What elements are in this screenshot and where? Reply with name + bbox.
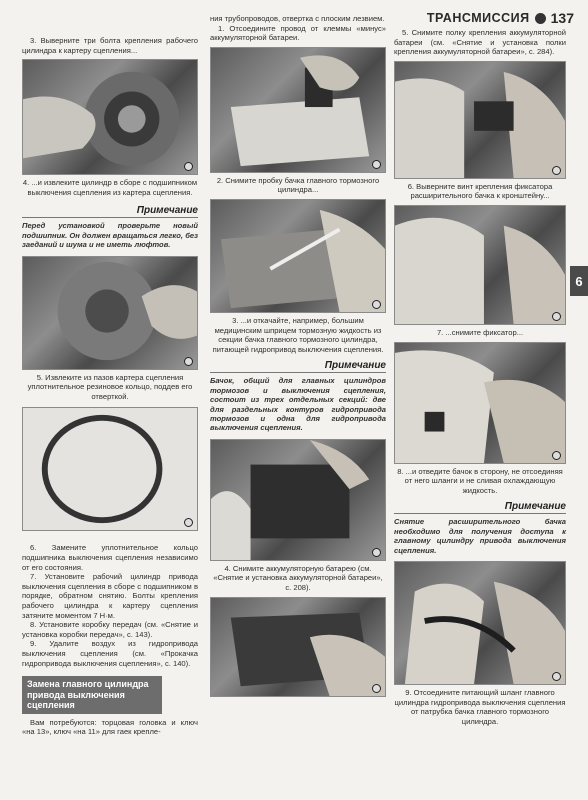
- photo-mark-icon: [552, 672, 561, 681]
- photo-mark-icon: [372, 548, 381, 557]
- note-text: Снятие расширительного бачка необходимо для получения доступа к главному цилиндру привода выключения сцепления.: [394, 517, 566, 555]
- note-block: [22, 205, 198, 249]
- step-text: 8. Установите коробку передач (см. «Снятие и установка коробки передач», с. 143).: [22, 620, 198, 639]
- section-heading: Замена главного цилиндра привода выключения сцепления: [22, 676, 162, 714]
- photo-caption: 6. Выверните винт крепления фиксатора расширительного бачка к кронштейну...: [407, 181, 553, 201]
- section-title: ТРАНСМИССИЯ: [426, 11, 530, 25]
- column-3: [394, 14, 566, 726]
- photo-caption: 5. Извлеките из пазов картера сцепления уплотнительное резиновое кольцо, поддев его отверткой.: [27, 372, 193, 401]
- photo-caption: 7. ...снимите фиксатор...: [436, 327, 524, 337]
- photo-shelf-bolt: [394, 61, 566, 179]
- note-heading: Примечание: [394, 501, 566, 514]
- photo-caption: 3. ...и откачайте, например, большим медицинским шприцем тормозную жидкость из секции бачка главного тормозного цилиндра, питающей гидропривод выключения сцепления.: [212, 315, 384, 354]
- column-2: [210, 14, 386, 697]
- note-text: Бачок, общий для главных цилиндров тормозов и выключения сцепления, состоит из трех отдельных секций: две для раздельных контуров гидропривода тормозов и одна для гидропривода выключения сцепления.: [210, 376, 386, 433]
- step-text: 1. Отсоедините провод от клеммы «минус» аккумуляторной батареи.: [210, 23, 386, 43]
- column-1: [22, 14, 198, 737]
- photo-battery: [210, 439, 386, 561]
- step-text: 5. Снимите полку крепления аккумуляторной батареи (см. «Снятие и установка полки крепления аккумуляторной батареи», с. 284).: [394, 28, 566, 57]
- photo-mark-icon: [552, 451, 561, 460]
- note-heading: Примечание: [22, 205, 198, 218]
- photo-clutch-housing: [22, 256, 198, 370]
- step-text: ния трубопроводов, отвертка с плоским лезвием.: [210, 14, 385, 23]
- note-block: [394, 501, 566, 555]
- photo-mark-icon: [372, 300, 381, 309]
- photo-caption: 4. Снимите аккумуляторную батарею (см. «Снятие и установка аккумуляторной батареи», с. 208).: [213, 563, 383, 592]
- step-text: 9. Удалите воздух из гидропривода выключения сцепления (см. «Прокачка гидропривода выключения сцепления», с. 140).: [22, 639, 198, 668]
- photo-mark-icon: [552, 312, 561, 321]
- step-text: Вам потребуются: торцовая головка и ключ «на 13», ключ «на 11» для гаек крепле-: [22, 717, 198, 737]
- chapter-tab: 6: [570, 266, 588, 296]
- page-number: 137: [550, 10, 574, 26]
- photo-seal-ring: [22, 407, 198, 531]
- note-heading: Примечание: [210, 360, 386, 373]
- photo-mark-icon: [372, 160, 381, 169]
- note-text: Перед установкой проверьте новый подшипник. Он должен вращаться легко, без заеданий и шума и не иметь люфтов.: [22, 221, 198, 250]
- step-text: 3. Выверните три болта крепления рабочего цилиндра к картеру сцепления...: [22, 36, 198, 55]
- photo-caption: 8. ...и отведите бачок в сторону, не отсоединяя от него шланги и не сливая охлаждающую жидкость.: [397, 466, 563, 495]
- photo-syringe: [210, 199, 386, 313]
- photo-coolant-tank: [394, 342, 566, 464]
- photo-battery-shelf: [210, 597, 386, 697]
- step-text: 6. Замените уплотнительное кольцо подшипника выключения сцепления независимо от его состояния.: [22, 543, 198, 572]
- photo-caption: 9. Отсоедините питающий шланг главного цилиндра гидропривода выключения сцепления от патрубка бачка главного тормозного цилиндра.: [394, 687, 566, 726]
- photo-feed-hose: [394, 561, 566, 685]
- step-text: 7. Установите рабочий цилиндр привода выключения сцепления в сборе с подшипником в порядке, обратном снятию. Болты крепления рабочего цилиндра к картеру сцепления затяните моментом 7 Н·м.: [22, 572, 198, 620]
- photo-reservoir-cap: [210, 47, 386, 173]
- photo-caption: 4. ...и извлеките цилиндр в сборе с подшипником выключения сцепления из картера сцепления.: [22, 178, 198, 197]
- note-block: [210, 360, 386, 432]
- photo-mark-icon: [552, 166, 561, 175]
- photo-cylinder-bolts: [22, 59, 198, 175]
- photo-mark-icon: [184, 357, 193, 366]
- photo-caption: 2. Снимите пробку бачка главного тормозного цилиндра...: [216, 175, 380, 195]
- photo-retainer: [394, 205, 566, 325]
- photo-mark-icon: [372, 684, 381, 693]
